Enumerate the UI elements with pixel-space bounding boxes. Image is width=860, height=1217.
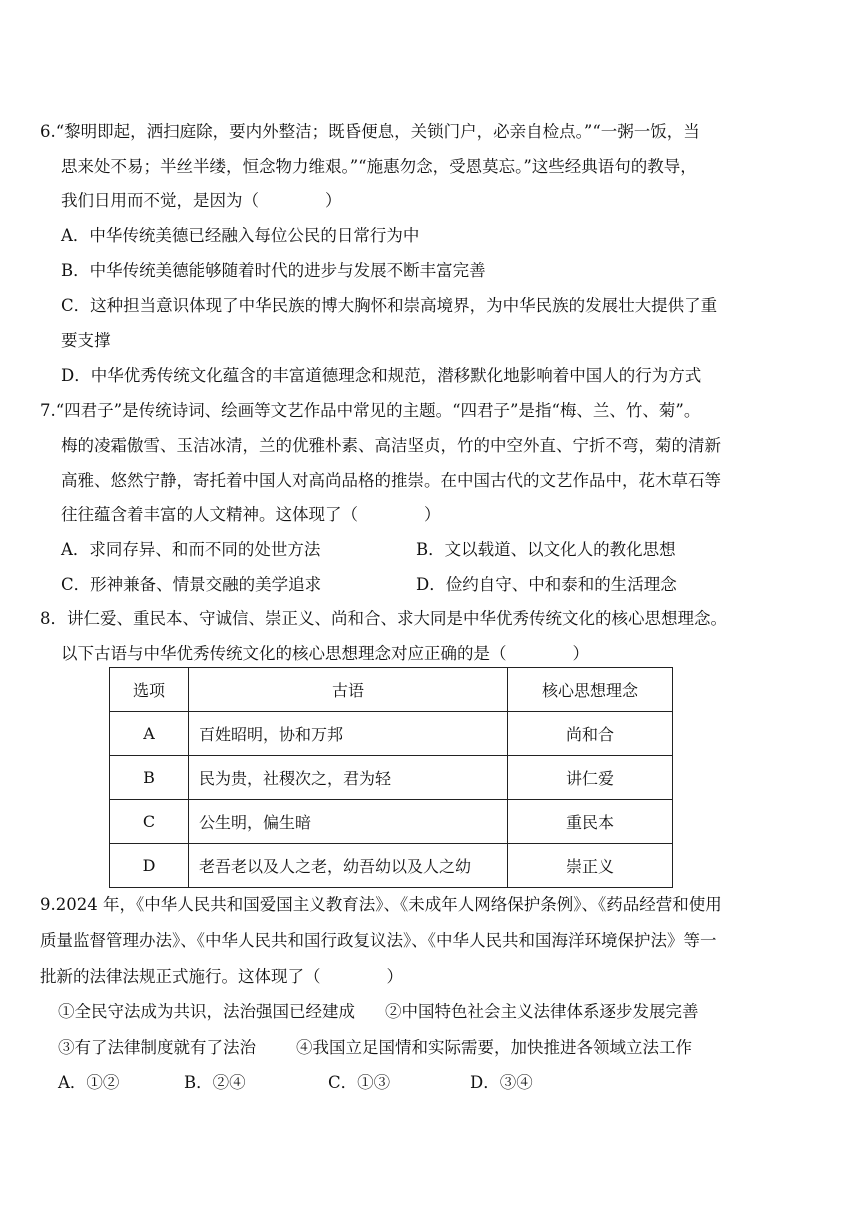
table-row (110, 712, 673, 756)
question-8-number: 8． (40, 609, 67, 628)
question-9-statement-1: ①全民守法成为共识，法治强国已经建成 (58, 1002, 355, 1021)
question-6-option-d[interactable]: D．中华优秀传统文化蕴含的丰富道德理念和规范，潜移默化地影响着中国人的行为方式 (61, 366, 702, 385)
question-9-statement-4: ④我国立足国情和实际需要，加快推进各领域立法工作 (296, 1038, 692, 1057)
question-7-stem-line-1: 7.“四君子”是传统诗词、绘画等文艺作品中常见的主题。“四君子”是指“梅、兰、竹、菊”。 (40, 401, 701, 420)
table-cell-option: B (110, 756, 189, 800)
question-7-stem-line-3: 高雅、悠然宁静，寄托着中国人对高尚品格的推崇。在中国古代的文艺作品中，花木草石等 (61, 471, 721, 490)
question-9-option-b[interactable]: B．②④ (184, 1073, 246, 1092)
question-9-option-d[interactable]: D．③④ (470, 1073, 533, 1092)
table-cell-concept: 崇正义 (508, 844, 673, 888)
question-7-option-b[interactable]: B．文以载道、以文化人的教化思想 (416, 540, 676, 559)
table-cell-quote: 公生明，偏生暗 (189, 800, 508, 844)
question-7-option-c[interactable]: C．形神兼备、情景交融的美学追求 (61, 575, 322, 594)
question-9-statement-2: ②中国特色社会主义法律体系逐步发展完善 (385, 1002, 699, 1021)
question-6-stem-line-2: 思来处不易；半丝半缕，恒念物力维艰。”“施惠勿念，受恩莫忘。”这些经典语句的教导， (61, 157, 697, 176)
table-cell-concept: 讲仁爱 (508, 756, 673, 800)
table-header-quote: 古语 (189, 668, 508, 712)
table-cell-option: D (110, 844, 189, 888)
table-cell-quote: 民为贵，社稷次之，君为轻 (189, 756, 508, 800)
question-6-option-a[interactable]: A．中华传统美德已经融入每位公民的日常行为中 (61, 226, 420, 245)
question-9-statement-3: ③有了法律制度就有了法治 (58, 1038, 256, 1057)
table-header-row (110, 668, 673, 712)
question-9-number: 9. (40, 895, 56, 914)
question-8-stem-line-1: 8．讲仁爱、重民本、守诚信、崇正义、尚和合、求大同是中华优秀传统文化的核心思想理念。 (40, 609, 727, 628)
question-6-number: 6. (40, 122, 56, 141)
question-6-option-b[interactable]: B．中华传统美德能够随着时代的进步与发展不断丰富完善 (61, 261, 486, 280)
question-6-stem-line-3: 我们日用而不觉，是因为（ ） (61, 191, 342, 210)
table-row (110, 800, 673, 844)
question-7-stem-line-4: 往往蕴含着丰富的人文精神。这体现了（ ） (61, 505, 441, 524)
table-cell-option: A (110, 712, 189, 756)
question-7-stem-line-2: 梅的凌霜傲雪、玉洁冰清，兰的优雅朴素、高洁坚贞，竹的中空外直、宁折不弯，菊的清新 (61, 436, 721, 455)
question-9-option-a[interactable]: A．①② (58, 1073, 120, 1092)
question-9-option-c[interactable]: C．①③ (328, 1073, 391, 1092)
table-cell-quote: 百姓昭明，协和万邦 (189, 712, 508, 756)
question-9-stem-line-3: 批新的法律法规正式施行。这体现了（ ） (40, 967, 403, 986)
question-7-option-d[interactable]: D．俭约自守、中和泰和的生活理念 (416, 575, 677, 594)
table-header-concept: 核心思想理念 (508, 668, 673, 712)
question-7-number: 7. (40, 401, 56, 420)
table-cell-option: C (110, 800, 189, 844)
table-cell-quote: 老吾老以及人之老，幼吾幼以及人之幼 (189, 844, 508, 888)
question-9-stem-line-1: 9.2024 年，《中华人民共和国爱国主义教育法》、《未成年人网络保护条例》、《药品经营和使用 (40, 895, 722, 914)
table-cell-concept: 尚和合 (508, 712, 673, 756)
question-7-option-a[interactable]: A．求同存异、和而不同的处世方法 (61, 540, 321, 559)
question-8-table (109, 667, 673, 888)
question-8-stem-line-2: 以下古语与中华优秀传统文化的核心思想理念对应正确的是（ ） (61, 644, 589, 663)
question-6-option-c-continued: 要支撑 (61, 331, 111, 350)
table-cell-concept: 重民本 (508, 800, 673, 844)
table-header-option: 选项 (110, 668, 189, 712)
question-6-option-c[interactable]: C．这种担当意识体现了中华民族的博大胸怀和崇高境界，为中华民族的发展壮大提供了重 (61, 296, 718, 315)
question-6-stem-line-1: 6.“黎明即起，洒扫庭除，要内外整洁；既昏便息，关锁门户，必亲自检点。”“一粥一饭，当 (40, 122, 700, 141)
question-9-stem-line-2: 质量监督管理办法》、《中华人民共和国行政复议法》、《中华人民共和国海洋环境保护法》等一 (40, 931, 717, 950)
table-row (110, 844, 673, 888)
table-row (110, 756, 673, 800)
